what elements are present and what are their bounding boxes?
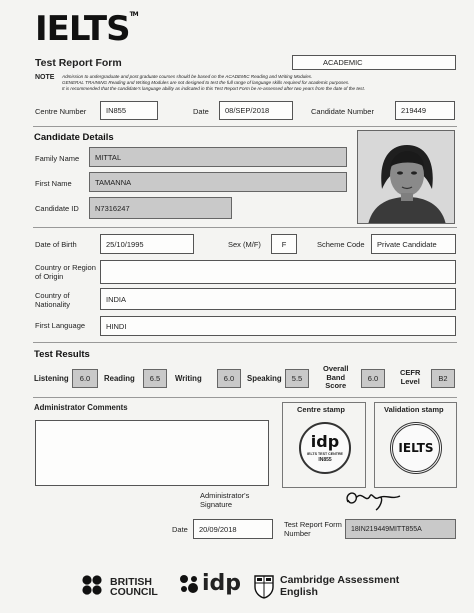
cambridge-assessment-logo: Cambridge Assessment English xyxy=(254,575,399,599)
nationality-field: INDIA xyxy=(100,288,456,310)
test-results-title: Test Results xyxy=(34,349,90,360)
note-line: GENERAL TRAINING Reading and Writing Modules are not designed to test the full range of language skills required for academic purposes. xyxy=(62,79,350,85)
candidate-number-field: 219449 xyxy=(395,101,455,120)
idp-logo: idp xyxy=(178,573,241,595)
note-label: NOTE xyxy=(35,74,55,81)
centre-number-field: IN855 xyxy=(100,101,158,120)
reading-score: 6.5 xyxy=(143,369,167,388)
test-date-field: 08/SEP/2018 xyxy=(219,101,293,120)
trf-number-field: 18IN219449MITT855A xyxy=(345,519,456,539)
validation-stamp-title: Validation stamp xyxy=(384,405,444,414)
dob-label: Date of Birth xyxy=(35,240,77,249)
speaking-label: Speaking xyxy=(247,374,282,383)
idp-stamp-logo: idp xyxy=(310,431,340,451)
date-label: Date xyxy=(193,107,209,116)
british-council-dots-icon xyxy=(82,575,106,599)
centre-stamp-title: Centre stamp xyxy=(297,405,345,414)
form-title: Test Report Form xyxy=(35,57,122,69)
candidate-number-label: Candidate Number xyxy=(311,107,374,116)
admin-comments-field xyxy=(35,420,269,486)
overall-band-score: 6.0 xyxy=(361,369,385,388)
scheme-code-field: Private Candidate xyxy=(371,234,456,254)
ielts-stamp-logo: IELTS xyxy=(398,441,434,455)
writing-label: Writing xyxy=(175,374,202,383)
speaking-score: 5.5 xyxy=(285,369,309,388)
origin-field xyxy=(100,260,456,284)
sex-field: F xyxy=(271,234,297,254)
idp-swirl-icon xyxy=(178,573,200,595)
cefr-label: CEFR Level xyxy=(400,368,421,386)
stamp-centre-code: IN855 xyxy=(318,456,332,463)
divider xyxy=(33,126,457,127)
ielts-logo: IELTS™ xyxy=(35,9,138,49)
validation-stamp xyxy=(390,422,442,474)
cefr-level: B2 xyxy=(431,369,455,388)
candidate-id-label: Candidate ID xyxy=(35,204,79,213)
admin-comments-title: Administrator Comments xyxy=(34,403,128,412)
note-line: Admission to undergraduate and post graduate courses should be based on the ACADEMIC Reading and Writing Modules. xyxy=(62,74,313,79)
nationality-label: Country of Nationality xyxy=(35,291,71,309)
note-line: It is recommended that the candidate's language ability as indicated in this Test Report Form be re-assessed after two years from the date of the test. xyxy=(62,85,366,91)
cambridge-shield-icon xyxy=(254,575,274,599)
reading-label: Reading xyxy=(104,374,135,383)
administrator-signature xyxy=(340,484,410,514)
divider xyxy=(33,397,457,398)
candidate-photo xyxy=(357,130,455,224)
family-name-label: Family Name xyxy=(35,154,80,163)
issue-date-label: Date xyxy=(172,525,188,534)
listening-label: Listening xyxy=(34,374,69,383)
signature-label: Administrator's Signature xyxy=(200,491,250,509)
family-name-field: MITTAL xyxy=(89,147,347,167)
divider xyxy=(33,342,457,343)
first-name-field: TAMANNA xyxy=(89,172,347,192)
stamp-ring-text: IELTS TEST CENTRE xyxy=(307,451,343,456)
candidate-details-title: Candidate Details xyxy=(34,132,114,143)
origin-label: Country or Region of Origin xyxy=(35,263,96,281)
trademark-mark: TM xyxy=(129,11,138,18)
writing-score: 6.0 xyxy=(217,369,241,388)
note-text xyxy=(62,74,462,92)
british-council-logo: BRITISH COUNCIL xyxy=(82,575,158,599)
dob-field: 25/10/1995 xyxy=(100,234,194,254)
issue-date-field: 20/09/2018 xyxy=(193,519,273,539)
module-box: ACADEMIC xyxy=(292,55,456,70)
listening-score: 6.0 xyxy=(72,369,98,388)
sex-label: Sex (M/F) xyxy=(228,240,261,249)
centre-stamp xyxy=(299,422,351,474)
candidate-id-field: N7316247 xyxy=(89,197,232,219)
first-language-field: HINDI xyxy=(100,316,456,336)
divider xyxy=(33,227,457,228)
first-name-label: First Name xyxy=(35,179,72,188)
trf-number-label: Test Report Form Number xyxy=(284,520,342,538)
centre-number-label: Centre Number xyxy=(35,107,87,116)
overall-band-label: Overall Band Score xyxy=(323,364,349,391)
scheme-code-label: Scheme Code xyxy=(317,240,365,249)
first-language-label: First Language xyxy=(35,321,86,330)
